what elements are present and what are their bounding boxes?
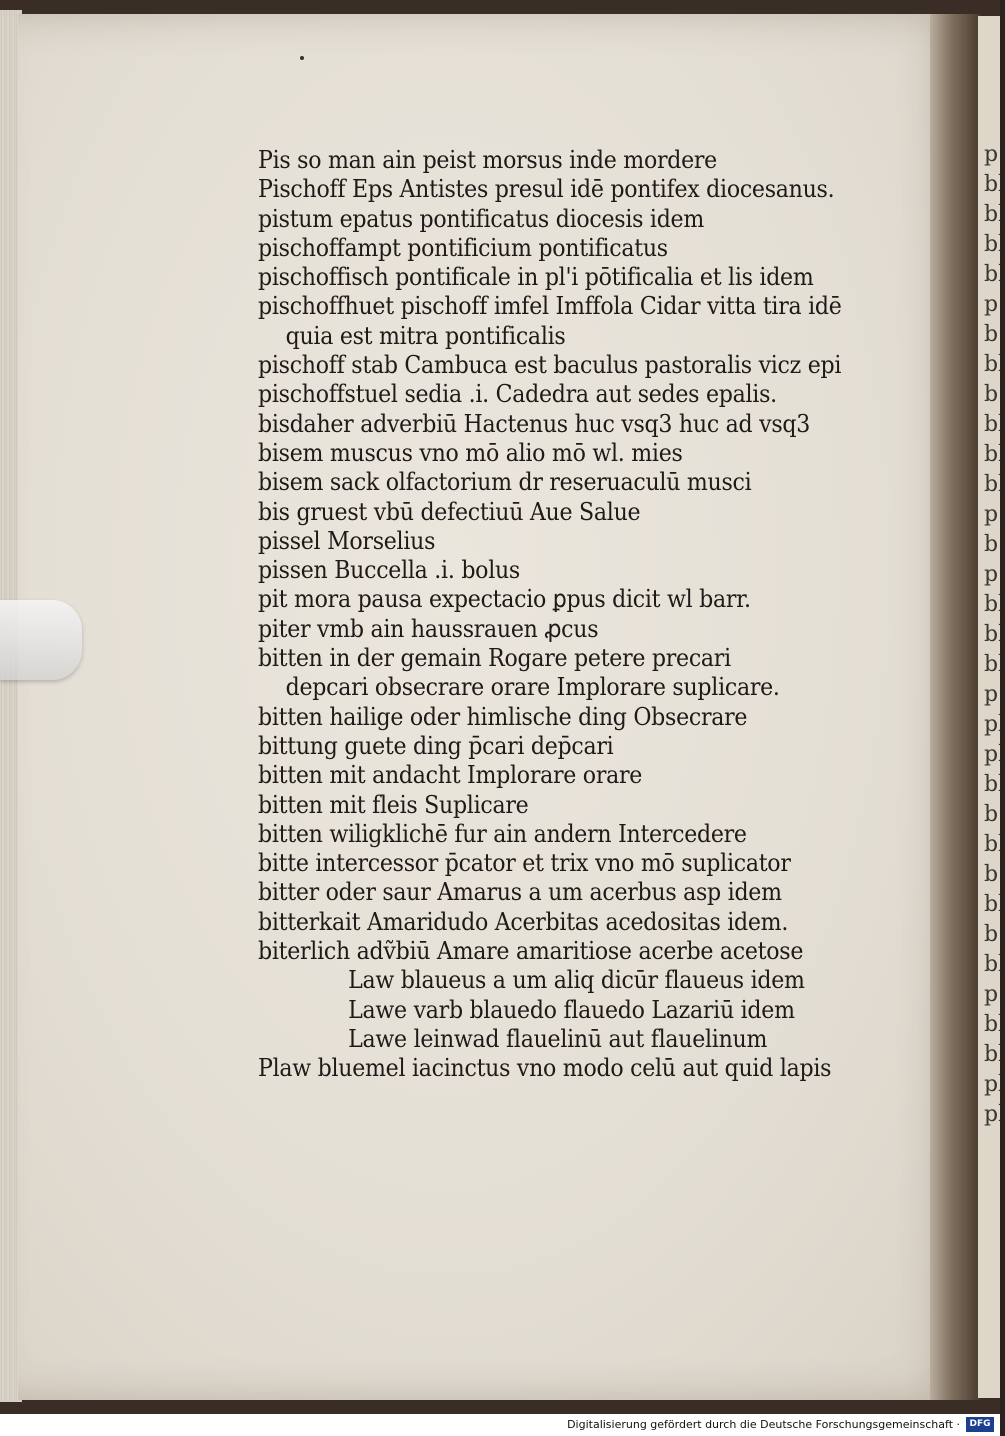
- facing-page-fragment: bl: [984, 622, 1005, 647]
- text-line: pischoff stab Cambuca est baculus pastoralis vicz epi: [258, 351, 842, 380]
- footer-bar: [0, 1414, 1000, 1436]
- facing-page-fragment: b: [984, 802, 999, 827]
- text-line: Lawe leinwad flauelinū aut flauelinum: [348, 1024, 768, 1053]
- facing-page-fragment: bl: [984, 592, 1005, 617]
- book-gutter: [930, 14, 980, 1400]
- facing-page-fragment: b: [984, 922, 999, 947]
- facing-page-fragment: bl: [984, 172, 1005, 197]
- text-line: bitten in der gemain Rogare petere precari: [258, 644, 731, 673]
- text-line: pischoffstuel sedia .i. Cadedra aut sedes epalis.: [258, 380, 777, 409]
- facing-page-fragment: pl: [984, 1072, 1005, 1097]
- facing-page-fragment: bl: [984, 952, 1005, 977]
- text-line: bitten mit fleis Suplicare: [258, 790, 529, 819]
- facing-page-fragment: p: [984, 562, 999, 587]
- facing-page-fragment: b: [984, 322, 999, 347]
- facing-page-fragment: pl: [984, 742, 1005, 767]
- facing-page-fragment: bl: [984, 772, 1005, 797]
- text-line: pischoffhuet pischoff imfel Imffola Cidar vitta tira idē: [258, 292, 842, 321]
- text-line: bitterkait Amaridudo Acerbitas acedositas idem.: [258, 907, 789, 936]
- text-line: bitte intercessor p̄cator et trix vno mō suplicator: [258, 849, 791, 878]
- facing-page-fragment: bl: [984, 262, 1005, 287]
- text-line: bis gruest vbū defectiuū Aue Salue: [258, 497, 641, 526]
- facing-page-fragment: p: [984, 502, 999, 527]
- text-line: pissel Morselius: [258, 526, 436, 555]
- facing-page-fragment: bl: [984, 412, 1005, 437]
- facing-page-fragment: p: [984, 292, 999, 317]
- facing-page-fragment: bl: [984, 892, 1005, 917]
- text-line: bisdaher adverbiū Hactenus huc vsq3 huc ad vsq3: [258, 409, 811, 438]
- facing-page-edge: [978, 16, 1005, 1398]
- facing-page-fragment: bl: [984, 832, 1005, 857]
- facing-page-fragment: bl: [984, 232, 1005, 257]
- facing-page-fragment: p: [984, 682, 999, 707]
- text-line: Law blaueus a um aliq dicūr flaueus idem: [348, 966, 805, 995]
- facing-page-fragment: b: [984, 382, 999, 407]
- text-line: Pischoff Eps Antistes presul idē pontifex diocesanus.: [258, 175, 835, 204]
- text-line: pissen Buccella .i. bolus: [258, 556, 520, 585]
- text-line: bitten mit andacht Implorare orare: [258, 761, 643, 790]
- text-line: Pis so man ain peist morsus inde mordere: [258, 146, 717, 174]
- text-line: Lawe varb blauedo flauedo Lazariū idem: [348, 995, 795, 1024]
- dfg-logo: DFG: [966, 1417, 994, 1432]
- facing-page-fragment: b: [984, 862, 999, 887]
- ink-dot: [300, 56, 304, 60]
- text-line: bisem sack olfactorium dr reseruaculū musci: [258, 468, 752, 497]
- facing-page-fragment: p: [984, 982, 999, 1007]
- text-line: quia est mitra pontificalis: [285, 321, 566, 350]
- glossary-text: [258, 146, 918, 1084]
- facing-page-fragment: p: [984, 142, 999, 167]
- text-line: pistum epatus pontificatus diocesis idem: [258, 204, 705, 233]
- text-line: piter vmb ain haussrauen ꝓcus: [258, 614, 599, 643]
- facing-page-fragment: bl: [984, 472, 1005, 497]
- funding-credit: Digitalisierung gefördert durch die Deutsche Forschungsgemeinschaft ·: [567, 1418, 960, 1431]
- text-line: pit mora pausa expectacio ꝑpus dicit wl barr.: [258, 585, 751, 614]
- text-line: biterlich adṽbiū Amare amaritiose acerbe acetose: [258, 937, 804, 966]
- facing-page-fragment: bl: [984, 202, 1005, 227]
- text-line: pischoffampt pontificium pontificatus: [258, 233, 668, 262]
- text-line: depcari obsecrare orare Implorare suplicare.: [285, 673, 780, 702]
- text-line: bitter oder saur Amarus a um acerbus asp idem: [258, 878, 782, 907]
- facing-page-fragment: b: [984, 532, 999, 557]
- facing-page-fragment: pl: [984, 1102, 1005, 1127]
- facing-page-fragment: bl: [984, 352, 1005, 377]
- facing-page-fragment: pl: [984, 712, 1005, 737]
- text-line: bittung guete ding p̄cari dep̄cari: [258, 731, 614, 760]
- facing-page-fragment: bl: [984, 442, 1005, 467]
- facing-page-fragment: bl: [984, 1042, 1005, 1067]
- text-line: bitten wiligklichē fur ain andern Intercedere: [258, 819, 747, 848]
- text-line: bitten hailige oder himlische ding Obsecrare: [258, 702, 748, 731]
- page-clip: [0, 600, 82, 680]
- facing-page-fragment: bl: [984, 1012, 1005, 1037]
- text-line: bisem muscus vno mō alio mō wl. mies: [258, 438, 683, 467]
- text-line: pischoffisch pontificale in pl'i pōtificalia et lis idem: [258, 263, 814, 292]
- facing-page-fragment: bl: [984, 652, 1005, 677]
- text-line: Plaw bluemel iacinctus vno modo celū aut quid lapis: [258, 1054, 832, 1083]
